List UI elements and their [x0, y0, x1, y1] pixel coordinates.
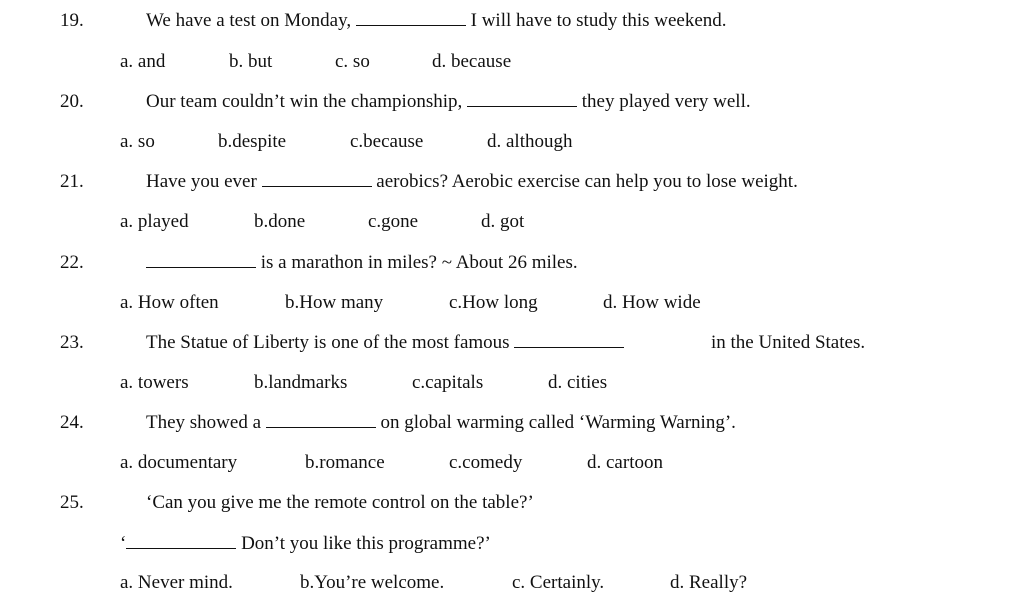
question-number: 22. — [60, 252, 84, 273]
answer-blank — [262, 172, 372, 187]
option-d: d. got — [481, 211, 525, 232]
option-b: b.done — [254, 211, 306, 232]
stem-text: Don’t you like this programme?’ — [236, 533, 491, 554]
option-c: c. Certainly. — [512, 572, 605, 593]
stem-text: They showed a — [146, 412, 266, 433]
option-d: d. although — [487, 131, 573, 152]
question-number: 23. — [60, 332, 84, 353]
question-number: 25. — [60, 492, 84, 513]
question-stem — [146, 252, 578, 274]
option-c: c.because — [350, 131, 424, 152]
answer-blank — [467, 92, 577, 107]
stem-text: Our team couldn’t win the championship, — [146, 91, 468, 112]
stem-text: they played very well. — [577, 91, 751, 112]
option-d: d. cartoon — [587, 452, 663, 473]
question-stem — [146, 412, 736, 434]
option-c: c.capitals — [412, 372, 484, 393]
question-number: 20. — [60, 91, 84, 112]
question-number: 21. — [60, 171, 84, 192]
option-a: a. played — [120, 211, 189, 232]
option-c: c.gone — [368, 211, 419, 232]
option-b: b. but — [229, 51, 273, 72]
option-b: b.How many — [285, 292, 384, 313]
question-number: 24. — [60, 412, 84, 433]
option-b: b.romance — [305, 452, 385, 473]
answer-blank — [356, 11, 466, 26]
option-b: b.You’re welcome. — [300, 572, 445, 593]
stem-text: aerobics? Aerobic exercise can help you to lose weight. — [371, 171, 798, 192]
answer-blank — [126, 534, 236, 549]
stem-text: The Statue of Liberty is one of the most famous — [146, 332, 515, 353]
answer-blank — [514, 333, 624, 348]
option-d: d. because — [432, 51, 512, 72]
stem-text: We have a test on Monday, — [146, 10, 356, 31]
stem-text: Have you ever — [146, 171, 262, 192]
option-a: a. towers — [120, 372, 189, 393]
answer-blank — [266, 413, 376, 428]
option-c: c.How long — [449, 292, 538, 313]
option-d: d. cities — [548, 372, 608, 393]
question-stem — [146, 91, 751, 113]
option-b: b.landmarks — [254, 372, 348, 393]
option-c: c. so — [335, 51, 370, 72]
option-a: a. so — [120, 131, 155, 152]
question-stem — [146, 10, 727, 32]
question-stem-line2 — [120, 533, 491, 555]
stem-text: on global warming called ‘Warming Warning’. — [375, 412, 736, 433]
stem-text: ‘ — [120, 533, 127, 554]
option-c: c.comedy — [449, 452, 523, 473]
stem-text: I will have to study this weekend. — [465, 10, 727, 31]
option-a: a. Never mind. — [120, 572, 233, 593]
stem-text: in the United States. — [711, 332, 866, 353]
option-a: a. documentary — [120, 452, 238, 473]
option-b: b.despite — [218, 131, 287, 152]
option-d: d. How wide — [603, 292, 701, 313]
option-a: a. and — [120, 51, 166, 72]
option-d: d. Really? — [670, 572, 748, 593]
question-stem: ‘Can you give me the remote control on the table?’ — [146, 492, 534, 513]
option-a: a. How often — [120, 292, 219, 313]
answer-blank — [146, 253, 256, 268]
stem-text: is a marathon in miles? ~ About 26 miles. — [256, 252, 578, 273]
question-stem — [146, 171, 798, 193]
question-stem — [146, 332, 624, 354]
question-number: 19. — [60, 10, 84, 31]
